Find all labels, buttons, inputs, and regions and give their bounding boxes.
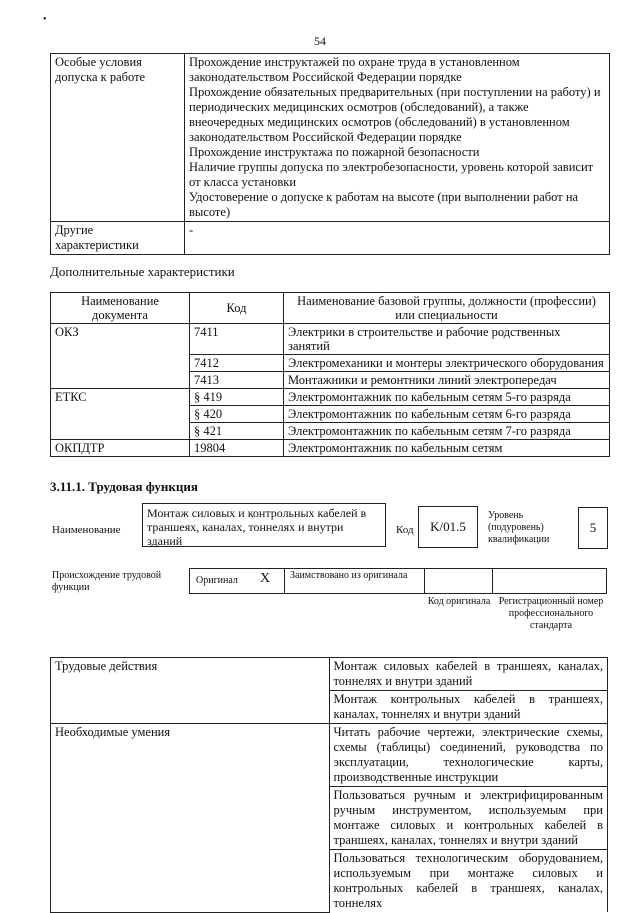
table-cell: 19804 (190, 440, 284, 457)
table-cell: § 420 (190, 406, 284, 423)
table-cell: Электромеханики и монтеры электрического оборудования (284, 355, 610, 372)
table-cell: Монтаж силовых кабелей в траншеях, каналах, тоннелях и внутри зданий (329, 658, 608, 691)
code-box: K/01.5 (418, 506, 478, 548)
table-cell: Пользоваться ручным и электрифицированным ручным инструментом, используемым при монтаже силовых и контрольных кабелей в траншеях, каналах, тоннелях и внутри зданий (329, 787, 608, 850)
table-cell: Монтажники и ремонтники линий электропередач (284, 372, 610, 389)
name-label: Наименование (52, 524, 121, 536)
table-row (51, 222, 610, 255)
row-label: Другие характеристики (51, 222, 185, 255)
list-item: Прохождение инструктажей по охране труда в установленном законодательством Российской Федерации порядке (189, 55, 520, 84)
row-label: Особые условия допуска к работе (51, 54, 185, 222)
divider (424, 568, 425, 594)
table-cell: Пользоваться технологическим оборудованием, используемым при монтаже силовых и контрольных кабелей в траншеях, каналах, тоннелях (329, 850, 608, 913)
table-cell: Читать рабочие чертежи, электрические схемы, схемы (таблицы) соединений, руководства по эксплуатации, технологические карты, производственные инструкции (329, 724, 608, 787)
table-row (51, 54, 610, 222)
column-header: Код (190, 293, 284, 324)
level-box: 5 (578, 507, 608, 549)
function-heading: 3.11.1. Трудовая функция (50, 479, 198, 494)
list-item: Прохождение обязательных предварительных (при поступлении на работу) и периодических медицинских осмотров (обследований), а также внеочередных медицинских осмотров (обследований) в установленном законодательством Российской Федерации порядке (189, 85, 601, 144)
table-header-row (51, 293, 610, 324)
table-cell: Электрики в строительстве и рабочие родственных занятий (284, 324, 610, 355)
code-label: Код (396, 524, 414, 536)
table-row (51, 389, 610, 406)
code-original-caption: Код оригинала (427, 596, 491, 607)
list-item: Наличие группы допуска по электробезопасности, уровень которой зависит от класса установки (189, 160, 594, 189)
table-row (51, 324, 610, 355)
table-cell: ЕТКС (51, 389, 190, 440)
table-cell: ОКПДТР (51, 440, 190, 457)
page-number: 54 (314, 34, 326, 48)
table-cell: § 421 (190, 423, 284, 440)
table-row (51, 724, 608, 787)
table-cell: Электромонтажник по кабельным сетям 6-го разряда (284, 406, 610, 423)
level-label: Уровень (подуровень) квалификации (488, 510, 550, 545)
row-label: Трудовые действия (51, 658, 330, 724)
reg-number-caption: Регистрационный номер профессионального стандарта (498, 596, 604, 631)
table-cell: § 419 (190, 389, 284, 406)
original-label: Оригинал (196, 575, 238, 586)
column-header: Наименование документа (51, 293, 190, 324)
table-cell: 7413 (190, 372, 284, 389)
table-cell: 7411 (190, 324, 284, 355)
row-content: - (185, 222, 610, 255)
borrowed-label: Заимствовано из оригинала (290, 570, 408, 581)
list-item: Прохождение инструктажа по пожарной безопасности (189, 145, 480, 159)
table-cell: Электромонтажник по кабельным сетям (284, 440, 610, 457)
origin-label: Происхождение трудовой функции (52, 570, 162, 593)
table-cell: Электромонтажник по кабельным сетям 7-го разряда (284, 423, 610, 440)
function-name-box: Монтаж силовых и контрольных кабелей в траншеях, каналах, тоннелях и внутри зданий (142, 503, 386, 547)
original-mark: X (260, 571, 271, 586)
divider (284, 568, 285, 594)
labor-actions-table (50, 657, 608, 913)
table-cell: Электромонтажник по кабельным сетям 5-го разряда (284, 389, 610, 406)
list-item: Удостоверение о допуске к работам на высоте (при выполнении работ на высоте) (189, 190, 579, 219)
section-title: Дополнительные характеристики (50, 264, 235, 279)
row-label: Необходимые умения (51, 724, 330, 913)
table-row (51, 658, 608, 691)
table-cell: Монтаж контрольных кабелей в траншеях, каналах, тоннелях и внутри зданий (329, 691, 608, 724)
scan-mark: • (43, 14, 47, 25)
table-cell: 7412 (190, 355, 284, 372)
additional-characteristics-table (50, 292, 610, 457)
origin-row (189, 568, 607, 594)
admission-conditions-table (50, 53, 610, 255)
row-content (185, 54, 610, 222)
divider (492, 568, 493, 594)
table-row (51, 440, 610, 457)
table-cell: ОКЗ (51, 324, 190, 389)
column-header: Наименование базовой группы, должности (профессии) или специальности (284, 293, 610, 324)
